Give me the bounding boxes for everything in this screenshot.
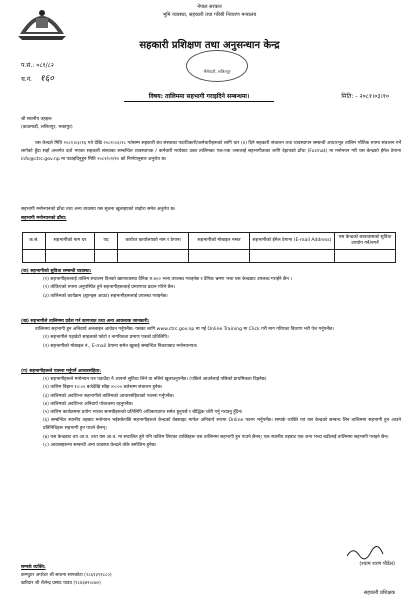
list-item: (३) तालिमको कार्यक्रम (ह्यान्ड्स आउट) सहभागीहरूलाई उपलब्ध गराइनेछ। — [43, 293, 168, 299]
dispatch-number: १६० — [39, 74, 54, 84]
list-item: (२) तालिम बिहान १०:०० बजेदेखि साँझ ०५:०० बजेसम्म संचालन हुनेछ। — [43, 385, 163, 391]
col-mobile: सहभागीको मोबाइल नम्बर — [189, 233, 250, 250]
list-item: (२) सहभागीको मोबाइल नं., E-mail ठेगाना समेत खुलाई सम्बन्धित निकायबाट मनोनयनपत्र। — [43, 343, 198, 349]
recipient-line-2: (काठमाडौं, ललितपुर, भक्तपुर) — [21, 125, 73, 131]
table-row — [23, 250, 396, 263]
recipient-block — [21, 116, 401, 132]
dispatch-label: च.नं. — [21, 76, 32, 83]
section-facilities — [21, 268, 401, 301]
list-item: (७) यस केन्द्रबाट तय आ.व. तथा यस आ.व. मा संचालित हुने पनि तालिम लिएका व्यक्तिहरू यस तालिममा सहभागी हुन पाउने छैनन्। एक स्थानीय तहबाट एक जना भन्दा बढीलाई तालिममा सहभागी गराइने छैन। — [43, 434, 389, 440]
contact-block — [21, 564, 271, 589]
intro-paragraph: यस केन्द्रले मिति २०८१।०३।१६ गते देखि २०८१।०३।१८ गतेसम्म सहकारी बंध संस्थाका पदाधिकारी/कर्मचारीहरूको लागि चार (४) दिने सहकारी संचालन तथा व्यवस्थापन सम्बन्धी आधारभूत तालिम भौतिक रुपमा संचालन गर्ने लागेको हुँदा सहाँ अन्तर्गत दर्ता भएका सहकारी संस्थाका सम्बन्धित व्यवस्थापक / कर्मचारी मध्येबाट उक्त तालिमका एक-एक जनालाई सहभागीताका लागि देहायको ढाँचा (Format) मा मनोनयन गरी यस केन्द्रको ईमेल ठेगाना info@ctrc.gov.np मा पठाइदिनुहुन मिति २०८१/०२/१० को निर्णयानुसार अनुरोध छ। — [21, 141, 401, 163]
col-hostel: यस केन्द्रको छात्रावासको सुविधा उपयोग गर्ने/नगर्ने — [335, 233, 396, 250]
col-office: कार्यरत कार्यालयको नाम र ठेगाना — [118, 233, 189, 250]
table-header-row — [23, 233, 396, 250]
section-conduct-title: (ग) सहभागीहरूले पालना गर्नुपर्ने आचारसंहिता: — [21, 369, 102, 374]
office-stamp: भैंसेपाटी, ललितपुर — [186, 50, 248, 82]
ministry-name: भूमि व्यवस्था, सहकारी तथा गरिबी निवारण मन्त्रालय — [162, 12, 257, 18]
list-item: (३) तालिमको अवधिभर सहभागीले तालिमको आचारसंहिताको पालना गर्नुपर्नेछ। — [43, 393, 175, 399]
contact-person-2: खरिदार श्री शैलेन्द्र प्रसाद यादव (९८४३४२०८७०) — [21, 581, 101, 587]
section-code-of-conduct — [21, 368, 401, 450]
letter-subject: विषय: तालिममा सहभागी गराइदिने सम्बन्धमा। — [124, 93, 274, 102]
section-documents-title: (ख) सहभागीले तालिममा प्रवेश गर्न कागजात तथा अन्य आवश्यक जानकारी: — [21, 319, 150, 324]
table-section-title: सहभागी मनोनयनको ढाँचा: — [21, 216, 67, 221]
col-serial: क.सं. — [23, 233, 46, 250]
list-item: (४) तालिमको अवधिभर अनिवार्य पोशाकमा रहनुपर्नेछ। — [43, 401, 134, 407]
contact-title: सम्पर्क व्यक्ति: — [21, 565, 46, 570]
signatory-title: सहकारी प्रशिक्षक — [363, 590, 395, 596]
dispatch-ref — [21, 74, 54, 85]
list-item: तालिममा सहभागी हुन अनिवार्य अनलाइन आवेदन गर्नुपर्नेछ। यसका लागि www.ctrc.gov.np मा गई Online Training मा Click गरी माग गरिएका विवरण भरी पेश गर्नुपर्नेछ। — [35, 327, 334, 333]
list-item: (१) सहभागीहरूले मनोनयन पत्र पठाउँदा नै आफ्नो सुविधा लिने वा नलिने खुलाउनुपर्नेछ। (पछिले आउनेलाई पछिको प्राथमिकता दिइनेछ) — [43, 377, 267, 383]
list-item: (८) आवासहरूमा सम्बन्धी अन्य व्यवस्था केन्द्रले तोके बमोजिम हुनेछ। — [43, 442, 157, 448]
list-item: (२) तोकिएको रुपमा अनुपस्थित हुने सहभागीहरूलाई प्रमाणपत्र प्रदान गरिने छैन। — [43, 285, 176, 291]
recipient-line-1: श्री स्थानीय तहहरू — [21, 117, 52, 122]
signatory-name: (श्याम शरण पौडेल) — [359, 561, 395, 567]
list-item: (१) सहभागीले पहाडेटो साइजको फोटो र नागरिकता प्रमाण पत्रको प्रतिलिपि। — [43, 335, 169, 341]
section-documents — [21, 318, 401, 351]
col-name: सहभागीको नाम थर — [46, 233, 95, 250]
list-item: (१) सहभागीहरूलाई तालिम संचालन दिनको खानायवस्था दैनिक रु.४०० भत्ता उपलब्ध गराइनेछ र दैनिक भ्रमण भत्ता यस केन्द्रबाट उपलब्ध गराईने छैन । — [43, 277, 292, 283]
col-position: पद — [95, 233, 118, 250]
section-facilities-title: (क) सहभागीको सुविधा सम्बन्धी व्यवस्था: — [21, 269, 92, 274]
signature-scribble — [345, 546, 385, 560]
col-email: सहभागीको ईमेल ठेगाना (E-mail Address) — [250, 233, 335, 250]
contact-person-1: कम्प्युटर अपरेटर श्री साधना सापकोटा (९८६१३९१८८०) — [21, 573, 112, 579]
nomination-table — [22, 232, 396, 263]
intro-paragraph-2: सहभागी मनोनयनको ढाँचा तथा अन्य व्यवस्था यस सूचना खुलाइएको व्यहोरा समेत अनुरोध छ। — [21, 207, 176, 212]
fiscal-year-ref: प.सं.: ०८१/८२ — [21, 62, 54, 69]
government-name: नेपाल सरकार — [197, 4, 222, 10]
list-item: (५) तालिम कार्यक्रममा प्रयोग भएका सामग्रीहरूको प्रतिलिपि अधिकारप्राप्त समेत हुनुपर्छ र बौद्धिक चोरी गर्नु गराउनु हुँदैन। — [43, 410, 243, 416]
list-item: (६) सम्बन्धित स्थानीय तहबाट मनोनयन भईसकेपछि सहभागीहरूले केन्द्रको वेबसाइट मार्फत अनिवार्य रूपमा Online फारम भर्नुपर्नेछ। सम्पर्क व्यक्ति एवं यस केन्द्रको सम्बन्ध लिन तालिममा सहभागी हुन आउने प्रतिनिधिहरू सहभागी हुन पाउने छैनन्। — [43, 418, 401, 432]
office-name: सहकारी प्रशिक्षण तथा अनुसन्धान केन्द्र — [139, 40, 280, 51]
letter-date: मिति: - २०८१।०३।१० — [341, 93, 389, 100]
